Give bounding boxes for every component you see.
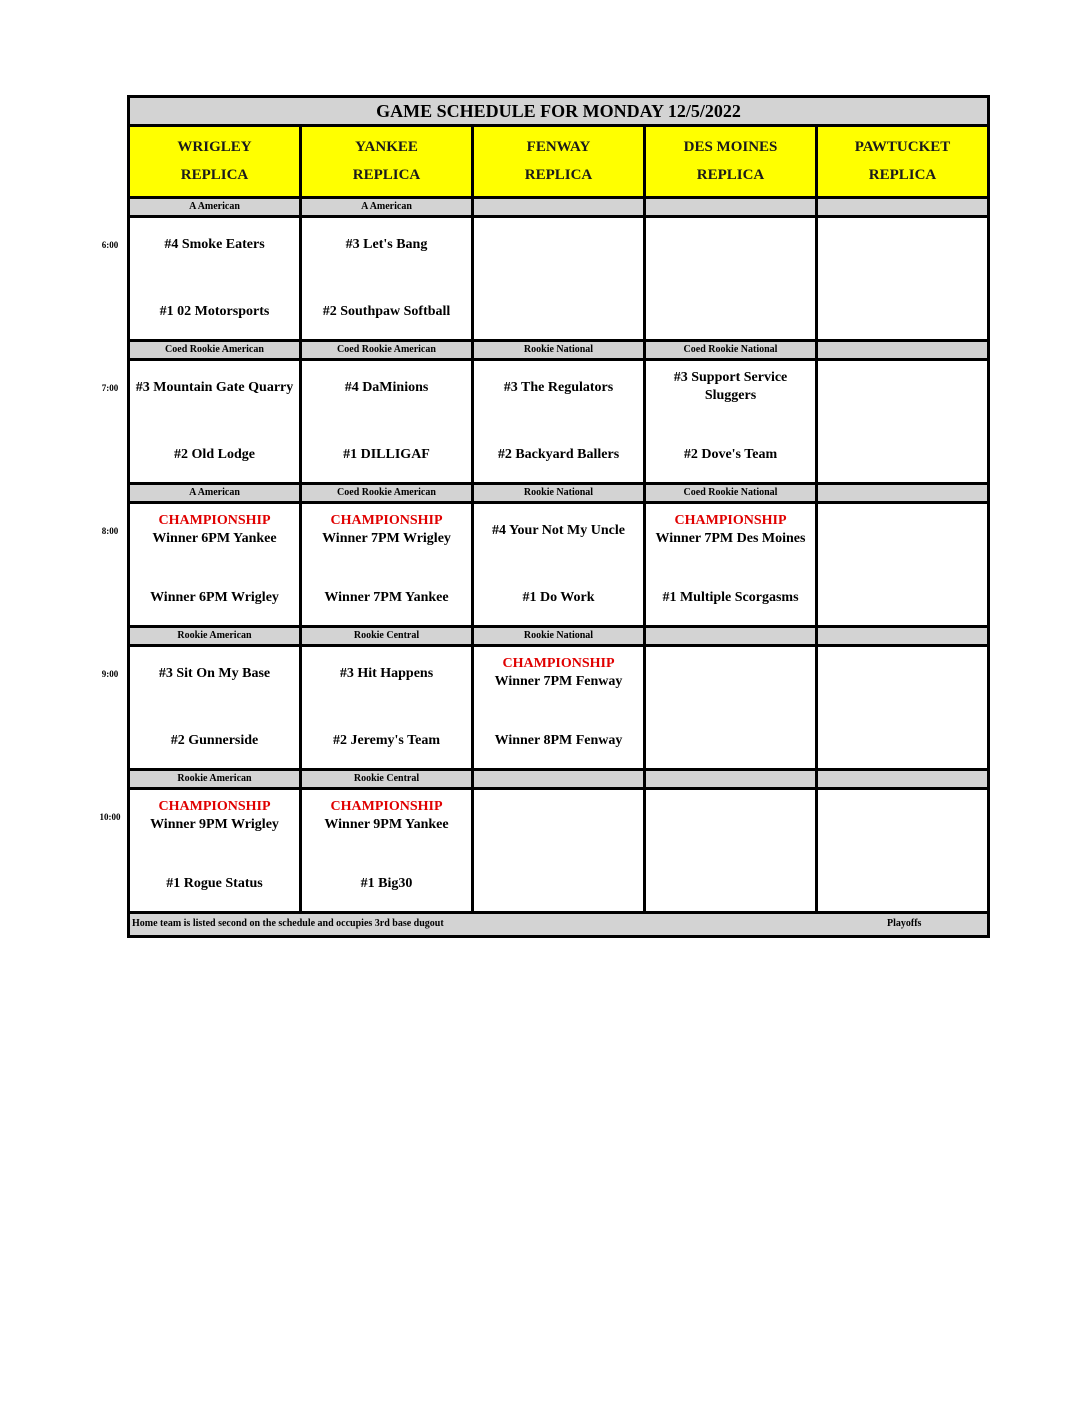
home-team: Winner 7PM Yankee	[324, 590, 449, 605]
division-label: Coed Rookie American	[130, 342, 302, 358]
home-team: #2 Jeremy's Team	[332, 733, 441, 748]
game-cell	[474, 647, 646, 768]
home-team: #1 Rogue Status	[166, 876, 263, 891]
home-team: #1 Big30	[360, 876, 413, 891]
game-cell	[818, 504, 987, 625]
home-team: #2 Dove's Team	[683, 447, 778, 462]
division-label: Coed Rookie National	[646, 342, 818, 358]
away-team-name: #3 Hit Happens	[339, 666, 434, 681]
away-team	[130, 512, 299, 548]
game-cell	[302, 504, 474, 625]
game-cell	[646, 361, 818, 482]
division-label: Coed Rookie American	[302, 485, 474, 501]
game-row	[130, 790, 987, 914]
game-cell	[302, 218, 474, 339]
away-team-name: #3 Mountain Gate Quarry	[135, 380, 294, 395]
division-label	[818, 485, 987, 501]
game-cell	[474, 790, 646, 911]
game-cell	[818, 790, 987, 911]
division-label: Coed Rookie National	[646, 485, 818, 501]
division-label	[646, 628, 818, 644]
schedule-title: GAME SCHEDULE FOR MONDAY 12/5/2022	[130, 98, 987, 127]
game-cell	[302, 361, 474, 482]
division-label: Coed Rookie American	[302, 342, 474, 358]
field-subtitle: REPLICA	[868, 167, 937, 183]
field-header-pawtucket	[818, 127, 987, 196]
schedule-footer	[130, 914, 987, 935]
game-cell	[818, 361, 987, 482]
away-team	[302, 512, 471, 548]
away-team	[302, 236, 471, 254]
division-label: A American	[130, 485, 302, 501]
game-cell	[646, 504, 818, 625]
division-label: Rookie American	[130, 628, 302, 644]
championship-label: CHAMPIONSHIP	[502, 656, 615, 671]
away-team	[302, 379, 471, 397]
home-team: Winner 6PM Wrigley	[150, 590, 279, 605]
home-team: #2 Southpaw Softball	[322, 304, 451, 319]
away-team	[130, 379, 299, 397]
division-label	[818, 628, 987, 644]
field-name: DES MOINES	[683, 139, 778, 155]
game-cell	[818, 218, 987, 339]
division-label: Rookie National	[474, 342, 646, 358]
field-header-fenway	[474, 127, 646, 196]
home-team: #2 Gunnerside	[170, 733, 259, 748]
game-cell	[474, 218, 646, 339]
away-team	[474, 522, 643, 540]
away-team	[130, 236, 299, 254]
championship-label: CHAMPIONSHIP	[674, 513, 787, 528]
division-label	[646, 199, 818, 215]
away-team-name: #4 DaMinions	[344, 380, 429, 395]
field-subtitle: REPLICA	[524, 167, 593, 183]
time-label: 10:00	[99, 812, 121, 822]
away-team-name: Winner 7PM Fenway	[494, 674, 623, 689]
away-team	[302, 798, 471, 834]
division-row	[130, 485, 987, 504]
game-cell	[130, 647, 302, 768]
field-header-yankee	[302, 127, 474, 196]
field-name: PAWTUCKET	[854, 139, 951, 155]
division-label	[474, 771, 646, 787]
division-label: A American	[302, 199, 474, 215]
championship-label: CHAMPIONSHIP	[330, 799, 443, 814]
division-row	[130, 771, 987, 790]
field-header-des-moines	[646, 127, 818, 196]
away-team	[130, 798, 299, 834]
championship-label: CHAMPIONSHIP	[158, 513, 271, 528]
away-team-name: Winner 9PM Wrigley	[150, 817, 279, 832]
away-team-name: #4 Smoke Eaters	[164, 237, 265, 252]
division-label	[646, 771, 818, 787]
game-cell	[818, 647, 987, 768]
game-cell	[646, 647, 818, 768]
division-label: A American	[130, 199, 302, 215]
game-cell	[130, 790, 302, 911]
game-row	[130, 647, 987, 771]
field-subtitle: REPLICA	[352, 167, 421, 183]
time-label: 8:00	[101, 526, 119, 536]
away-team	[646, 369, 815, 405]
home-team: #1 Do Work	[522, 590, 595, 605]
game-cell	[130, 361, 302, 482]
time-label: 7:00	[101, 383, 119, 393]
time-label: 9:00	[101, 669, 119, 679]
field-name: FENWAY	[526, 139, 591, 155]
game-row	[130, 361, 987, 485]
division-label: Rookie Central	[302, 771, 474, 787]
away-team	[130, 665, 299, 683]
game-cell	[130, 218, 302, 339]
home-team: #1 02 Motorsports	[159, 304, 270, 319]
field-name: YANKEE	[355, 139, 418, 155]
game-cell	[646, 218, 818, 339]
division-row	[130, 628, 987, 647]
home-team: #1 Multiple Scorgasms	[662, 590, 799, 605]
away-team	[302, 665, 471, 683]
home-team: #1 DILLIGAF	[343, 447, 430, 462]
away-team-name: #3 Let's Bang	[345, 237, 428, 252]
away-team-name: #3 Sit On My Base	[158, 666, 271, 681]
away-team	[474, 655, 643, 691]
away-team	[474, 379, 643, 397]
footer-note: Home team is listed second on the schedule and occupies 3rd base dugout	[132, 918, 444, 929]
away-team-name: Winner 7PM Des Moines	[655, 531, 806, 546]
game-row	[130, 504, 987, 628]
division-label	[474, 199, 646, 215]
game-cell	[302, 647, 474, 768]
away-team	[646, 512, 815, 548]
championship-label: CHAMPIONSHIP	[158, 799, 271, 814]
time-label: 6:00	[101, 240, 119, 250]
away-team-name: Winner 9PM Yankee	[324, 817, 449, 832]
footer-tag: Playoffs	[887, 918, 922, 929]
away-team-name: Winner 6PM Yankee	[152, 531, 277, 546]
division-label	[818, 199, 987, 215]
division-label	[818, 771, 987, 787]
schedule-table	[127, 95, 990, 938]
field-subtitle: REPLICA	[696, 167, 765, 183]
field-header-row	[130, 127, 987, 199]
away-team-name: #3 Support Service Sluggers	[673, 370, 788, 403]
division-label: Rookie American	[130, 771, 302, 787]
field-subtitle: REPLICA	[180, 167, 249, 183]
division-label: Rookie National	[474, 485, 646, 501]
game-cell	[474, 361, 646, 482]
away-team-name: #3 The Regulators	[503, 380, 614, 395]
away-team-name: Winner 7PM Wrigley	[322, 531, 451, 546]
game-cell	[474, 504, 646, 625]
game-cell	[130, 504, 302, 625]
field-header-wrigley	[130, 127, 302, 196]
division-row	[130, 199, 987, 218]
division-label	[818, 342, 987, 358]
home-team: Winner 8PM Fenway	[494, 733, 623, 748]
division-label: Rookie Central	[302, 628, 474, 644]
home-team: #2 Backyard Ballers	[497, 447, 620, 462]
championship-label: CHAMPIONSHIP	[330, 513, 443, 528]
home-team: #2 Old Lodge	[174, 447, 255, 462]
game-cell	[302, 790, 474, 911]
game-cell	[646, 790, 818, 911]
away-team-name: #4 Your Not My Uncle	[492, 523, 625, 538]
division-row	[130, 342, 987, 361]
division-label: Rookie National	[474, 628, 646, 644]
field-name: WRIGLEY	[177, 139, 252, 155]
game-row	[130, 218, 987, 342]
